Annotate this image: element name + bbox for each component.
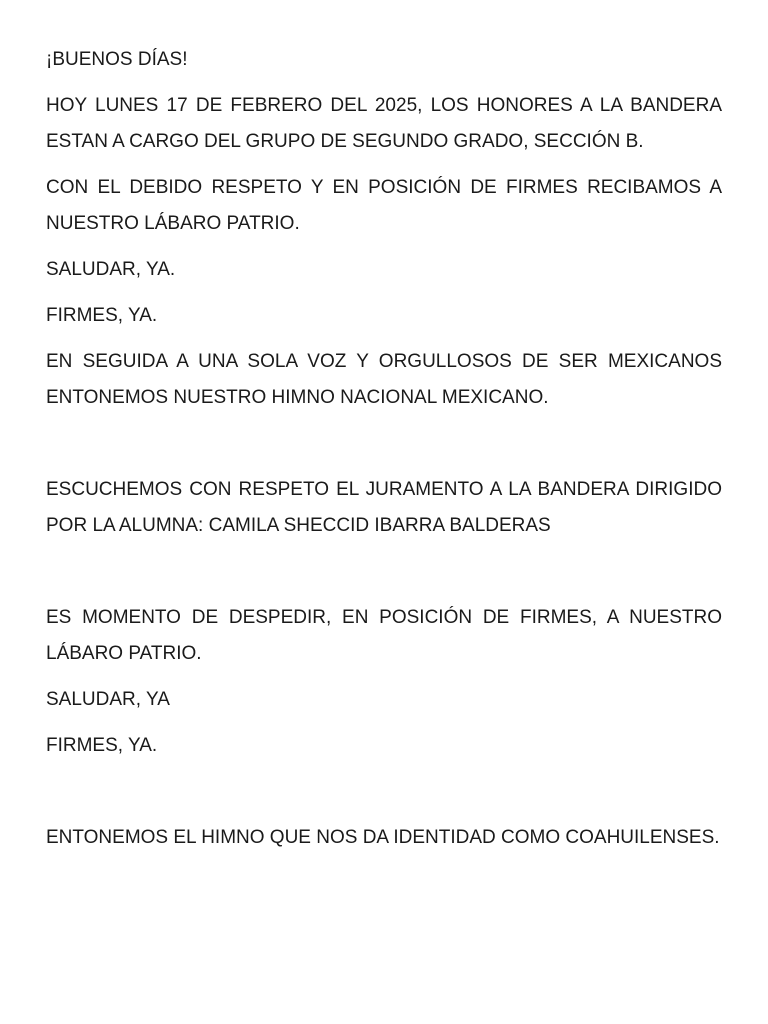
paragraph-honors-date: HOY LUNES 17 DE FEBRERO DEL 2025, LOS HONORES A LA BANDERA ESTAN A CARGO DEL GRUPO DE SEGUNDO GRADO, SECCIÓN B.: [46, 95, 722, 152]
blank-line: [46, 554, 722, 600]
blank-line: [46, 426, 722, 472]
greeting: ¡BUENOS DÍAS!: [46, 49, 188, 70]
command-salute: SALUDAR, YA.: [46, 259, 176, 280]
paragraph-national-anthem: EN SEGUIDA A UNA SOLA VOZ Y ORGULLOSOS DE SER MEXICANOS ENTONEMOS NUESTRO HIMNO NACIONAL MEXICANO.: [46, 351, 722, 408]
paragraph-state-anthem: ENTONEMOS EL HIMNO QUE NOS DA IDENTIDAD COMO COAHUILENSES.: [46, 827, 720, 848]
paragraph-flag-oath: ESCUCHEMOS CON RESPETO EL JURAMENTO A LA BANDERA DIRIGIDO POR LA ALUMNA: CAMILA SHECCID IBARRA BALDERAS: [46, 479, 722, 536]
command-attention: FIRMES, YA.: [46, 305, 158, 326]
command-salute-farewell: SALUDAR, YA: [46, 689, 170, 710]
paragraph-farewell-flag: ES MOMENTO DE DESPEDIR, EN POSICIÓN DE FIRMES, A NUESTRO LÁBARO PATRIO.: [46, 607, 722, 664]
paragraph-receive-flag: CON EL DEBIDO RESPETO Y EN POSICIÓN DE FIRMES RECIBAMOS A NUESTRO LÁBARO PATRIO.: [46, 177, 722, 234]
command-attention-farewell: FIRMES, YA.: [46, 735, 158, 756]
blank-line: [46, 774, 722, 820]
